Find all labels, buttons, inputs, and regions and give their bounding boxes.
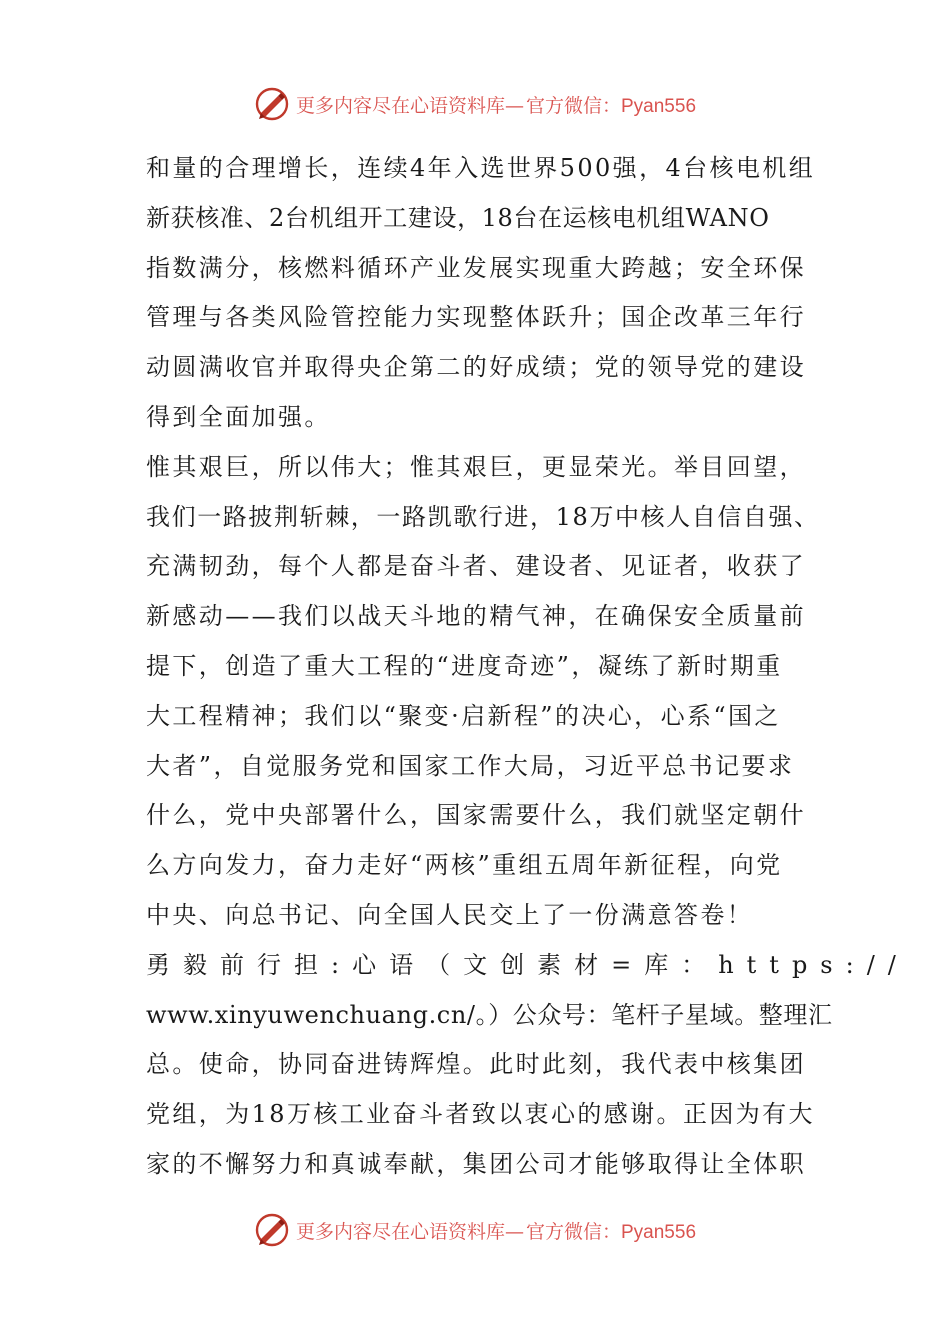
document-body: [146, 144, 909, 1190]
body-line: 党组，为18万核工业奋斗者致以衷心的感谢。正因为有大: [146, 1100, 815, 1129]
body-line: 和量的合理增长，连续4年入选世界500强，4台核电机组: [146, 154, 816, 182]
body-line: www.xinyuwenchuang.cn/。）公众号：笔杆子星域。整理汇: [146, 1000, 833, 1029]
body-line: 新感动——我们以战天斗地的精气神，在确保安全质量前: [146, 602, 806, 631]
body-line: 惟其艰巨，所以伟大；惟其艰巨，更显荣光。举目回望，: [146, 452, 806, 481]
body-line: 提下，创造了重大工程的“进度奇迹”，凝练了新时期重: [146, 651, 783, 680]
header-banner: [0, 84, 950, 124]
body-line: 得到全面加强。: [146, 402, 331, 431]
banner-contact-text: 官方微信：Pyan556: [526, 95, 697, 117]
body-line: 总。使命，协同奋进铸辉煌。此时此刻，我代表中核集团: [146, 1050, 806, 1079]
body-line: 大者”，自觉服务党和国家工作大局，习近平总书记要求: [146, 751, 795, 780]
body-line: 家的不懈努力和真诚奉献，集团公司才能够取得让全体职: [146, 1149, 806, 1178]
body-line: 么方向发力，奋力走好“两核”重组五周年新征程，向党: [146, 851, 783, 880]
body-line: 大工程精神；我们以“聚变·启新程”的决心，心系“国之: [146, 701, 781, 730]
body-line: 勇毅前行担:心语（文创素材=库：https://: [146, 950, 909, 979]
body-line: 什么，党中央部署什么，国家需要什么，我们就坚定朝什: [146, 801, 806, 830]
banner-brand-text: 更多内容尽在心语资料库—: [295, 94, 524, 117]
body-line: 管理与各类风险管控能力实现整体跃升；国企改革三年行: [146, 303, 806, 332]
body-line: 我们一路披荆斩棘，一路凯歌行进，18万中核人自信自强、: [146, 502, 820, 531]
body-line: 新获核准、2台机组开工建设，18台在运核电机组WANO: [146, 203, 770, 232]
pen-logo-icon: [254, 1212, 290, 1248]
banner-contact-text: 官方微信：Pyan556: [526, 1221, 697, 1243]
body-line: 充满韧劲，每个人都是奋斗者、建设者、见证者，收获了: [146, 552, 806, 581]
body-line: 指数满分，核燃料循环产业发展实现重大跨越；安全环保: [146, 253, 806, 282]
banner-brand-text: 更多内容尽在心语资料库—: [295, 1220, 524, 1243]
body-line: 动圆满收官并取得央企第二的好成绩；党的领导党的建设: [146, 353, 806, 382]
body-line: 中央、向总书记、向全国人民交上了一份满意答卷！: [146, 900, 754, 929]
footer-banner: [0, 1210, 950, 1250]
pen-logo-icon: [254, 86, 290, 122]
